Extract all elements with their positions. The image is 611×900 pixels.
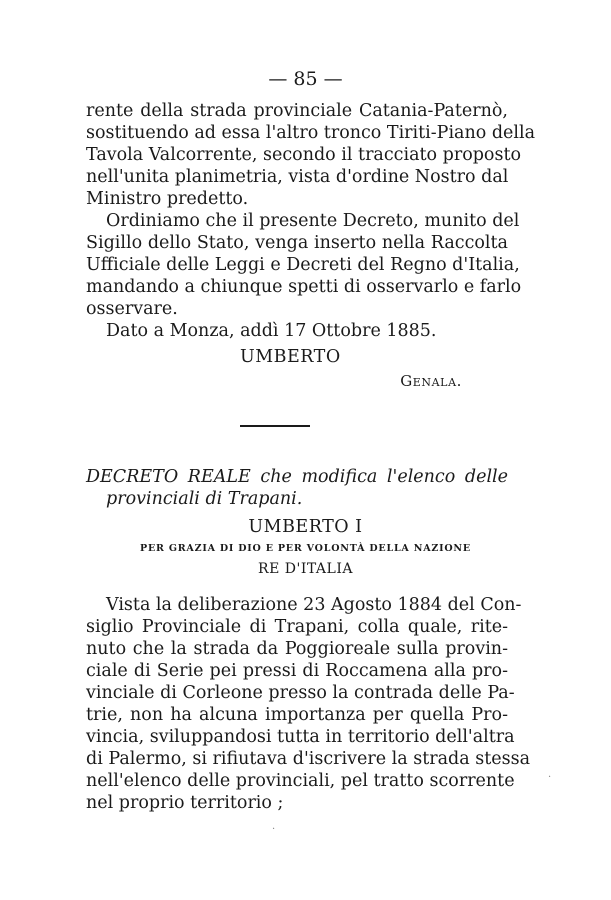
text-line: nuto che la strada da Poggioreale sulla provin- [86,639,508,659]
paper-speck: · [548,772,552,783]
text-line: mandando a chiunque spetti di osservarlo e farlo [86,277,522,297]
text-line: nel proprio territorio ; [86,793,284,813]
page-number: — 85 — [268,68,343,90]
text-line: sostituendo ad essa l'altro tronco Tiriti-Piano della [86,123,536,143]
text-line: rente della strada provinciale Catania-Paternò, [86,101,508,121]
text-line: nell'elenco delle provinciali, pel tratto scorrente [86,771,515,791]
king-signature: UMBERTO [240,347,341,367]
text-line: vincia, sviluppandosi tutta in territorio dell'altra [86,727,515,747]
text-line: Tavola Valcorrente, secondo il tracciato proposto [86,145,522,165]
text-line: nell'unita planimetria, vista d'ordine Nostro dal [86,167,509,187]
minister-signature: Genala. [400,372,462,390]
king-heading: UMBERTO I [248,517,363,537]
text-line: Vista la deliberazione 23 Agosto 1884 del Con- [106,595,522,615]
text-line: di Palermo, si rifiutava d'iscrivere la strada stessa [86,749,531,769]
decree-title: DECRETO REALE che modifica l'elenco delle [86,467,508,487]
text-line: Ministro predetto. [86,189,249,209]
paper-speck: · [272,824,276,835]
text-line: Ordiniamo che il presente Decreto, munito del [106,211,520,231]
text-line: ciale di Serie pei pressi di Roccamena alla pro- [86,661,508,681]
decree-date: Dato a Monza, addì 17 Ottobre 1885. [106,321,437,341]
re-ditalia: RE D'ITALIA [258,561,353,577]
text-line: Ufficiale delle Leggi e Decreti del Regno d'Italia, [86,255,520,275]
section-divider [240,425,310,427]
text-line: vinciale di Corleone presso la contrada delle Pa- [86,683,515,703]
text-line: osservare. [86,299,178,319]
decree-title: provinciali di Trapani. [106,489,303,509]
grace-formula: PER GRAZIA DI DIO E PER VOLONTÀ DELLA NAZIONE [140,543,471,554]
text-line: trie, non ha alcuna importanza per quella Pro- [86,705,508,725]
text-line: Sigillo dello Stato, venga inserto nella Raccolta [86,233,508,253]
text-line: siglio Provinciale di Trapani, colla quale, rite- [86,617,508,637]
